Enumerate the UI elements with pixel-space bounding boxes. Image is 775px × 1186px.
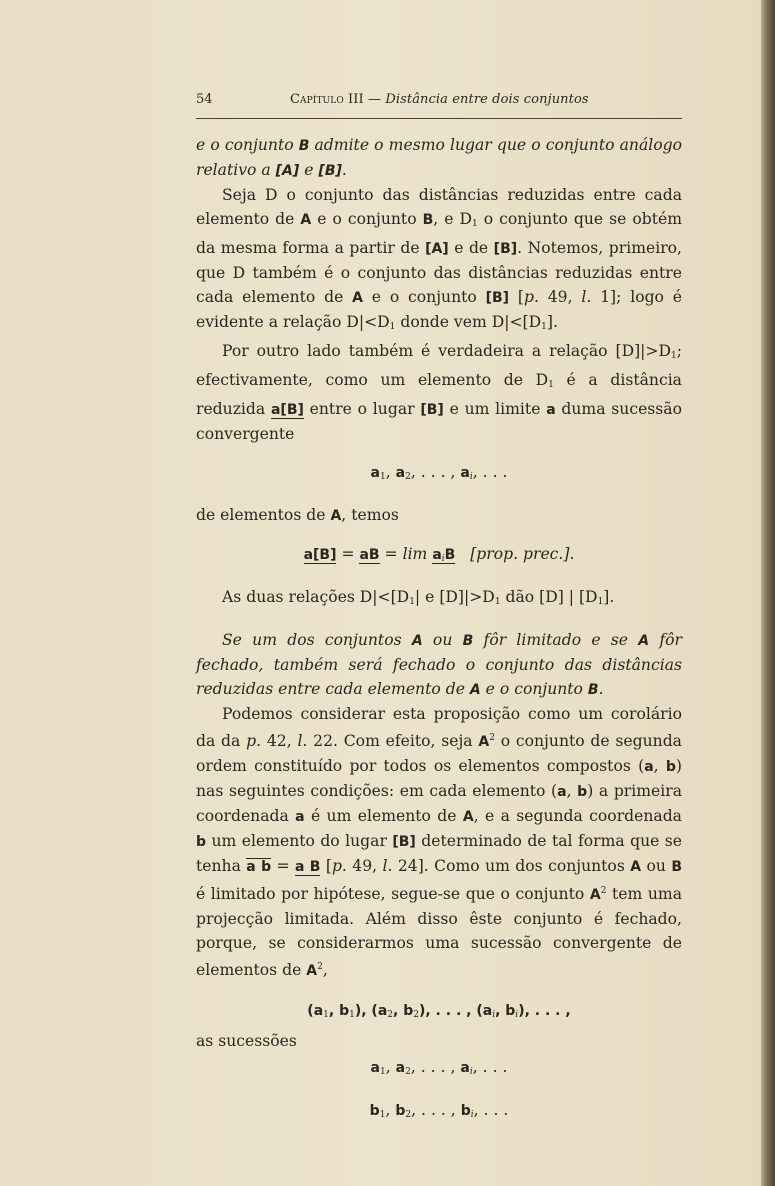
symbol: [A]	[275, 163, 300, 179]
text: donde vem D|<[D	[395, 313, 542, 331]
symbol: a b	[246, 859, 272, 876]
text: , . . . ,	[410, 1057, 461, 1076]
text: , e D	[433, 210, 472, 228]
paragraph-2	[196, 183, 682, 339]
symbol: A	[462, 809, 474, 826]
symbol: a	[395, 1059, 406, 1076]
text: , e a segunda coordenada	[473, 807, 682, 826]
symbol: a	[295, 809, 305, 826]
symbol: ), (a	[354, 1002, 388, 1019]
ref: p.	[523, 288, 539, 306]
symbol: , b	[328, 1002, 350, 1019]
text: ou	[641, 857, 672, 876]
text: ; efectivamente, como um elemento de D	[196, 342, 682, 389]
subscript: 1	[671, 351, 677, 361]
formula-sequence-b	[196, 1098, 682, 1127]
symbol: a[B]	[270, 402, 304, 418]
symbol: b	[395, 1102, 406, 1119]
running-header	[196, 88, 682, 112]
paragraph-8	[196, 1029, 682, 1053]
symbol: B	[298, 138, 310, 154]
symbol: b	[665, 759, 676, 776]
running-title	[290, 88, 589, 112]
subscript: 1	[597, 597, 604, 607]
symbol: [B]	[493, 241, 518, 257]
symbol: A	[300, 212, 312, 228]
text: , . . .	[472, 463, 508, 481]
text: ou	[422, 631, 463, 649]
symbol: [B]	[485, 290, 510, 306]
symbol: a	[460, 465, 470, 481]
subscript: 1	[541, 322, 547, 332]
text: fôr limitado e se	[473, 631, 639, 649]
symbol: a	[644, 759, 654, 776]
subscript: i	[469, 1066, 473, 1077]
subscript: i	[515, 1009, 519, 1020]
text: .	[341, 161, 347, 179]
ref: p.	[331, 857, 347, 876]
text: Se um dos conjuntos	[222, 631, 412, 649]
symbol: B	[422, 212, 434, 228]
limit-term	[432, 545, 455, 564]
paragraph-3	[196, 339, 682, 446]
text: determinado de tal forma que se tenha	[196, 832, 683, 876]
subscript: i	[470, 1109, 474, 1120]
text: ,	[385, 463, 396, 481]
text: e o conjunto	[480, 680, 588, 698]
symbol: b	[577, 784, 588, 801]
chapter-title: Distância entre dois conjuntos	[385, 92, 589, 107]
text: é a distância reduzida	[196, 371, 682, 418]
text: 1]; logo é evidente a relação D|<D	[196, 288, 682, 331]
text: ,	[385, 1057, 396, 1076]
symbol: A	[411, 633, 423, 649]
symbol: A	[589, 887, 601, 904]
superscript: 2	[600, 886, 607, 897]
text: ,	[322, 961, 328, 980]
symbol: A	[638, 633, 650, 649]
symbol: A	[630, 859, 642, 876]
symbol: a	[432, 547, 442, 563]
ref: p.	[246, 732, 262, 751]
text: =	[271, 857, 295, 876]
text: lim	[402, 545, 428, 563]
text: =	[336, 545, 360, 563]
subscript: 1	[471, 219, 478, 229]
text: .	[598, 680, 604, 698]
symbol: b	[369, 1102, 380, 1119]
page-content	[196, 88, 682, 1141]
text: e um limite	[443, 400, 547, 418]
ref: l.	[297, 732, 308, 751]
subscript: 1	[389, 322, 396, 332]
symbol: B	[444, 547, 456, 563]
subscript: 2	[413, 1009, 419, 1020]
text: o conjunto que se obtém da mesma forma a partir de	[196, 210, 682, 257]
text: fôr fechado, também será fechado o conjunto das distâncias reduzidas entre cada elemento de	[196, 631, 683, 698]
ref: [prop. prec.]	[470, 545, 570, 563]
text: ,	[385, 1100, 396, 1119]
text: =	[379, 545, 403, 563]
paragraph-7	[196, 702, 682, 984]
symbol: a	[546, 402, 556, 418]
text: , temos	[341, 506, 399, 524]
symbol: B	[587, 682, 599, 698]
symbol: , b	[393, 1002, 414, 1019]
page-number: 54	[196, 92, 213, 107]
text: tem uma projecção limitada. Além disso êste conjunto é fechado, porque, se considerarmos uma sucessão convergente de elementos de	[196, 885, 682, 980]
formula-pairs	[196, 998, 682, 1027]
subscript: 1	[494, 597, 501, 607]
subscript: 1	[323, 1009, 329, 1020]
paragraph-6	[196, 628, 682, 702]
text: e o conjunto	[311, 210, 423, 228]
text: | e [D]|>D	[414, 588, 495, 606]
text: dão [D] | [D	[500, 588, 598, 606]
symbol: b	[460, 1102, 471, 1119]
symbol: , b	[495, 1002, 516, 1019]
text: , . . . ,	[411, 1100, 461, 1119]
subscript: 1	[379, 1109, 386, 1120]
chapter-label: Capítulo III	[290, 92, 364, 107]
formula-sequence-a	[196, 460, 682, 489]
subscript: i	[441, 554, 445, 564]
superscript: 2	[317, 962, 323, 973]
text: .	[569, 545, 575, 563]
symbol: ), . . . ,	[518, 1002, 571, 1019]
subscript: 2	[387, 1009, 394, 1020]
symbol: ), . . . , (a	[418, 1002, 493, 1019]
text: ,	[653, 757, 666, 776]
text: 22. Com efeito, seja	[307, 732, 479, 751]
text: Seja D o conjunto das distâncias reduzidas entre cada elemento de	[196, 186, 682, 228]
ref: l.	[382, 857, 393, 876]
text: e	[299, 161, 319, 179]
symbol: a[B]	[303, 547, 337, 563]
text: . Notemos, primeiro, que D também é o conjunto das distâncias reduzidas entre cada elemento de	[196, 239, 682, 306]
subscript: 2	[405, 1109, 412, 1120]
text: As duas relações D|<[D	[222, 588, 410, 606]
symbol: A	[306, 963, 318, 980]
subscript: 1	[409, 597, 415, 607]
symbol: a	[370, 465, 380, 481]
text: e o conjunto	[362, 288, 486, 306]
text: e o conjunto	[196, 136, 299, 154]
symbol: B	[462, 633, 474, 649]
text: Por outro lado também é verdadeira a relação [D]|>D	[222, 342, 671, 360]
page-binding-edge	[761, 0, 775, 1186]
symbol: b	[196, 834, 207, 851]
subscript: 2	[405, 1066, 411, 1077]
symbol: [B]	[318, 163, 342, 179]
subscript: 1	[548, 380, 554, 390]
text: 49,	[346, 857, 383, 876]
text: ].	[546, 313, 558, 331]
symbol: a	[557, 784, 567, 801]
header-rule	[196, 118, 682, 119]
text: Podemos considerar esta proposição como um corolário da da	[196, 705, 682, 751]
symbol: A	[478, 734, 490, 751]
text: 49,	[538, 288, 582, 306]
symbol: [B]	[392, 834, 416, 851]
text: , . . . ,	[410, 463, 461, 481]
subscript: 1	[349, 1009, 355, 1020]
text: admite o mesmo lugar que o conjunto análogo relativo a	[196, 136, 682, 179]
text: , . . .	[473, 1100, 509, 1119]
paragraph-5	[196, 585, 682, 614]
text: as sucessões	[196, 1031, 297, 1050]
text: ) nas seguintes condições: em cada elemento (	[196, 757, 682, 801]
text: ,	[566, 782, 578, 801]
subscript: 1	[379, 1066, 386, 1077]
text: [	[320, 857, 332, 876]
text: o conjunto de segunda ordem constituído por todos os elementos compostos (	[196, 732, 682, 776]
symbol: A	[352, 290, 363, 306]
symbol: A	[330, 508, 342, 524]
text: ].	[603, 588, 615, 606]
symbol: a	[370, 1059, 380, 1076]
text: [	[509, 288, 524, 306]
text: é um elemento de	[304, 807, 463, 826]
text: e de	[448, 239, 494, 257]
symbol: A	[469, 682, 481, 698]
symbol: a	[395, 465, 406, 481]
text: entre o lugar	[303, 400, 421, 418]
text: um elemento do lugar	[206, 832, 393, 851]
paragraph-4	[196, 503, 682, 528]
symbol: a B	[294, 859, 321, 876]
text: 42,	[261, 732, 298, 751]
superscript: 2	[489, 733, 495, 743]
ref: l.	[581, 288, 592, 306]
text: , . . .	[472, 1057, 508, 1076]
symbol: aB	[359, 547, 380, 563]
text: 24]. Como um dos conjuntos	[392, 857, 631, 876]
text: de elementos de	[196, 506, 331, 524]
formula-sequence-a-2	[196, 1055, 682, 1084]
subscript: i	[469, 472, 473, 482]
text: ) a primeira coordenada	[196, 782, 682, 826]
formula-limit	[196, 542, 682, 571]
symbol: B	[671, 859, 682, 876]
subscript: 2	[405, 472, 411, 482]
text: é limitado por hipótese, segue-se que o conjunto	[196, 885, 590, 904]
symbol: a	[460, 1059, 470, 1076]
text: duma sucessão convergente	[196, 400, 682, 443]
subscript: i	[492, 1009, 496, 1020]
symbol: [A]	[425, 241, 449, 257]
subscript: 1	[379, 472, 386, 482]
symbol: [B]	[420, 402, 444, 418]
symbol: (a	[307, 1002, 324, 1019]
title-separator: —	[363, 92, 386, 107]
paragraph-1	[196, 133, 682, 183]
